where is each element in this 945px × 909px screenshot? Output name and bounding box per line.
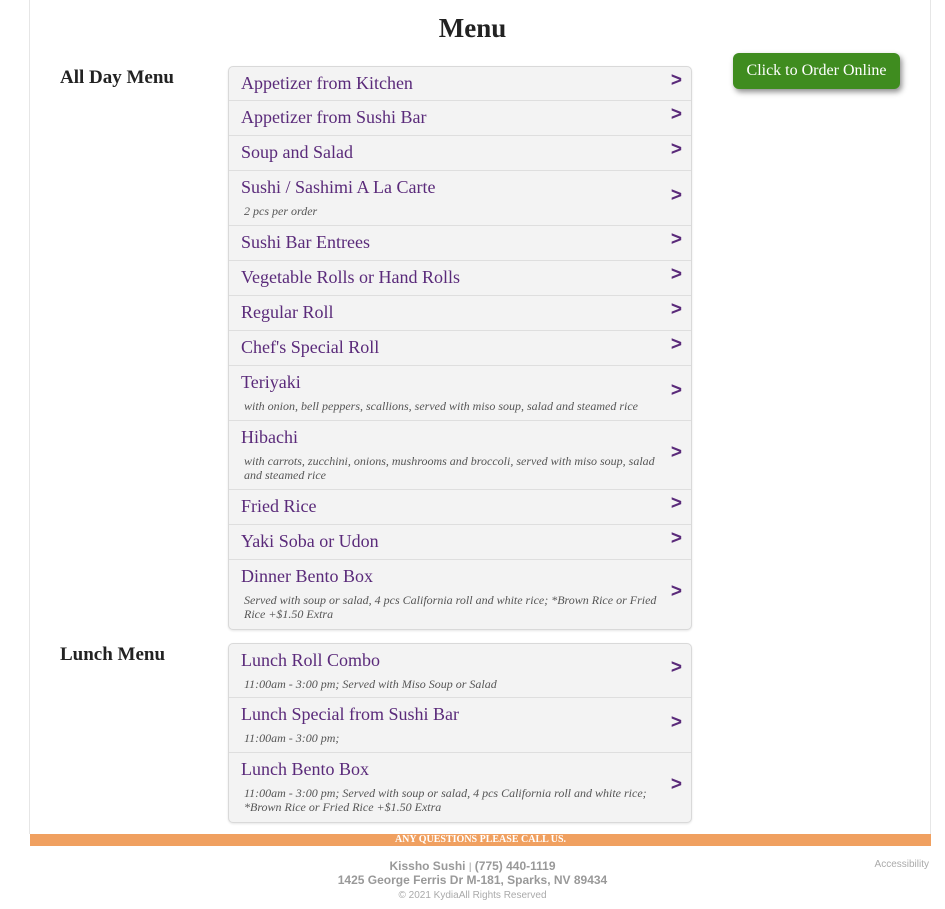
page-title: Menu	[438, 13, 507, 43]
chevron-right-icon: >	[670, 774, 682, 795]
menu-item[interactable]	[229, 171, 691, 226]
section-title-lunch: Lunch Menu	[60, 644, 166, 665]
chevron-right-icon: >	[670, 229, 682, 250]
brand-link[interactable]: Kydia	[433, 890, 459, 901]
menu-item-description: 11:00am - 3:00 pm; Served with soup or salad, 4 pcs California roll and white rice; *Brown Rice or Fried Rice +$1.50 Extra	[244, 786, 647, 814]
menu-item[interactable]	[229, 753, 691, 822]
menu-list-all-day	[228, 66, 692, 630]
menu-item-description: 11:00am - 3:00 pm;	[244, 731, 340, 745]
menu-item[interactable]	[229, 331, 691, 366]
menu-item[interactable]	[229, 525, 691, 560]
menu-item-name: Appetizer from Sushi Bar	[241, 107, 427, 127]
menu-item-description: Served with soup or salad, 4 pcs California roll and white rice; *Brown Rice or Fried Rice +$1.50 Extra	[244, 593, 657, 621]
menu-item[interactable]	[229, 101, 691, 136]
menu-item[interactable]	[229, 421, 691, 490]
menu-item-description: 11:00am - 3:00 pm; Served with Miso Soup or Salad	[244, 677, 497, 691]
chevron-right-icon: >	[670, 185, 682, 206]
rights-text: All Rights Reserved	[458, 890, 547, 901]
chevron-right-icon: >	[670, 139, 682, 160]
chevron-right-icon: >	[670, 528, 682, 549]
footer-banner: ANY QUESTIONS PLEASE CALL US.	[30, 834, 931, 846]
footer-separator: |	[468, 862, 472, 873]
chevron-right-icon: >	[670, 299, 682, 320]
menu-list-lunch	[228, 643, 692, 823]
menu-item-description: 2 pcs per order	[244, 204, 318, 218]
menu-item[interactable]	[229, 261, 691, 296]
menu-item[interactable]	[229, 644, 691, 698]
menu-item-name: Regular Roll	[241, 302, 334, 322]
footer-copyright	[0, 890, 945, 901]
chevron-right-icon: >	[670, 712, 682, 733]
chevron-right-icon: >	[670, 493, 682, 514]
chevron-right-icon: >	[670, 334, 682, 355]
chevron-right-icon: >	[670, 104, 682, 125]
menu-item-name: Sushi Bar Entrees	[241, 232, 370, 252]
chevron-right-icon: >	[670, 657, 682, 678]
menu-item-description: with onion, bell peppers, scallions, served with miso soup, salad and steamed rice	[244, 399, 638, 413]
menu-item[interactable]	[229, 560, 691, 629]
menu-item[interactable]	[229, 67, 691, 101]
section-title-all-day: All Day Menu	[60, 67, 174, 88]
footer-contact	[0, 859, 945, 873]
chevron-right-icon: >	[670, 264, 682, 285]
menu-item-name: Fried Rice	[241, 496, 317, 516]
menu-item-name: Vegetable Rolls or Hand Rolls	[241, 267, 460, 287]
order-online-button[interactable]: Click to Order Online	[733, 53, 900, 89]
menu-item-name: Lunch Roll Combo	[241, 650, 380, 670]
chevron-right-icon: >	[670, 442, 682, 463]
menu-item-name: Sushi / Sashimi A La Carte	[241, 177, 436, 197]
accessibility-link[interactable]: Accessibility	[874, 859, 929, 870]
menu-item-name: Hibachi	[241, 427, 298, 447]
chevron-right-icon: >	[670, 581, 682, 602]
chevron-right-icon: >	[670, 380, 682, 401]
menu-item-name: Appetizer from Kitchen	[241, 73, 413, 93]
copyright-text: © 2021	[398, 890, 431, 901]
business-name: Kissho Sushi	[389, 859, 466, 873]
menu-item-name: Dinner Bento Box	[241, 566, 373, 586]
menu-item[interactable]	[229, 296, 691, 331]
chevron-right-icon: >	[670, 70, 682, 91]
menu-item-name: Lunch Bento Box	[241, 759, 369, 779]
phone-link[interactable]: (775) 440-1119	[474, 859, 556, 873]
menu-item-name: Chef's Special Roll	[241, 337, 380, 357]
menu-item[interactable]	[229, 698, 691, 753]
footer-address: 1425 George Ferris Dr M-181, Sparks, NV 89434	[337, 873, 608, 887]
menu-item-description: with carrots, zucchini, onions, mushrooms and broccoli, served with miso soup, salad and steamed rice	[244, 454, 655, 482]
menu-item-name: Yaki Soba or Udon	[241, 531, 379, 551]
menu-item[interactable]	[229, 366, 691, 421]
menu-item-name: Lunch Special from Sushi Bar	[241, 704, 459, 724]
menu-item[interactable]	[229, 226, 691, 261]
menu-item[interactable]	[229, 136, 691, 171]
menu-item-name: Teriyaki	[241, 372, 301, 392]
menu-item[interactable]	[229, 490, 691, 525]
menu-item-name: Soup and Salad	[241, 142, 353, 162]
